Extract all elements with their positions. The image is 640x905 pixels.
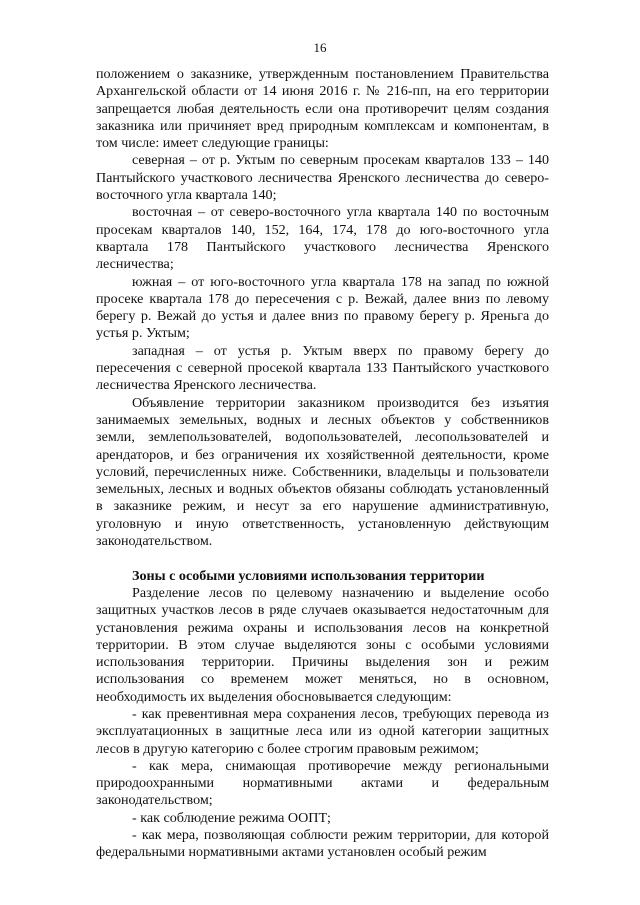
page-number: 16	[313, 40, 327, 55]
document-body	[96, 66, 549, 862]
paragraph-west-border: западная – от устья р. Уктым вверх по правому берегу до пересечения с северной просекой квартала 133 Пантыйского участкового лесничества Яренского лесничества.	[96, 342, 549, 394]
paragraph-intro: положением о заказнике, утвержденным постановлением Правительства Архангельской области от 14 июня 2016 г. № 216-пп, на его территории запрещается любая деятельность если она противоречит целям создания заказника или причиняет вред природным комплексам и компонентам, в том числе: имеет следующие границы:	[96, 66, 549, 152]
paragraph-south-border: южная – от юго-восточного угла квартала 178 на запад по южной просеке квартала 178 до пересечения с р. Вежай, далее вниз по левому берегу р. Вежай до устья и далее вниз по правому берегу р. Яреньга до устья р. Уктым;	[96, 273, 549, 342]
paragraph-east-border: восточная – от северо-восточного угла квартала 140 по восточным просекам кварталов 140, 152, 164, 174, 178 до юго-восточного угла квартала 178 Пантыйского участкового лесничества Яренского лесничества;	[96, 204, 549, 273]
paragraph-declaration: Объявление территории заказником производится без изъятия занимаемых земельных, водных и лесных объектов у собственников земли, землепользователей, водопользователей, лесопользователей и арендаторов, и без ограничения их хозяйственной деятельности, кроме условий, перечисленных ниже. Собственники, владельцы и пользователи земельных, лесных и водных объектов обязаны соблюдать установленный в заказнике режим, и несут за его нарушение административную, уголовную и иную ответственность, установленную действующим законодательством.	[96, 394, 549, 550]
list-item-contradiction: - как мера, снимающая противоречие между региональными природоохранными нормативными актами и федеральным законодательством;	[96, 757, 549, 809]
section-heading: Зоны с особыми условиями использования территории	[132, 567, 485, 584]
paragraph-zones-intro: Разделение лесов по целевому назначению и выделение особо защитных участков лесов в ряде случаев оказывается недостаточным для установления режима охраны и использования лесов на конкретной территории. В этом случае выделяются зоны с особыми условиями использования территории. Причины выделения зон и режим использования со временем может меняться, но в основном, необходимость их выделения обосновывается следующим:	[96, 584, 549, 705]
list-item-oopt: - как соблюдение режима ООПТ;	[132, 809, 331, 826]
paragraph-north-border: северная – от р. Уктым по северным просекам кварталов 133 – 140 Пантыйского участкового лесничества Яренского лесничества до северо-восточного угла квартала 140;	[96, 152, 549, 204]
list-item-preventive: - как превентивная мера сохранения лесов, требующих перевода из эксплуатационных в защитные леса или из одной категории защитных лесов в другую категорию с более строгим правовым режимом;	[96, 705, 549, 757]
list-item-special-regime: - как мера, позволяющая соблюсти режим территории, для которой федеральными нормативными актами установлен особый режим	[96, 827, 549, 861]
